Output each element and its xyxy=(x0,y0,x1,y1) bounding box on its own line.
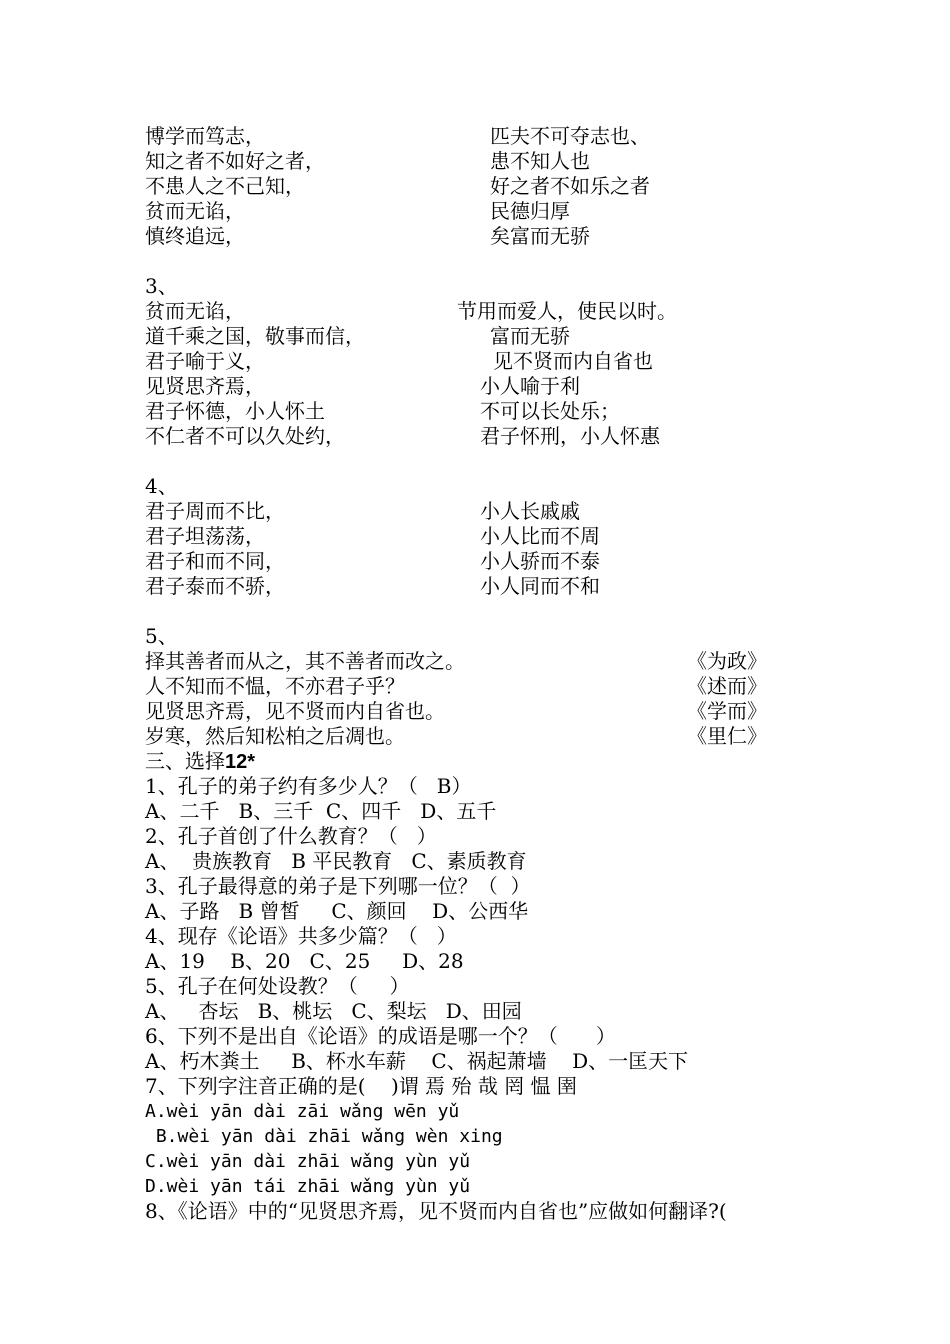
mc-question-8: 8、《论语》中的“见贤思齐焉，见不贤而内自省也”应做如何翻译?( xyxy=(145,1199,727,1223)
mc-question-5: 5、孔子在何处设教？（ ） xyxy=(145,974,410,998)
pinyin-option-b: B.wèi yān dài zhāi wǎng wèn xing xyxy=(145,1126,503,1147)
pinyin-option-c: C.wèi yān dài zhāi wǎng yùn yǔ xyxy=(145,1151,471,1172)
q5-quote-2: 人不知而不愠，不亦君子乎？ xyxy=(145,674,405,698)
q3-right-2: 富而无骄 xyxy=(490,324,570,348)
match-left-4: 贫而无谄， xyxy=(145,199,245,223)
mc-options-6: A、朽木粪土 B、杯水车薪 C、祸起萧墙 D、一匡天下 xyxy=(145,1049,689,1073)
q4-left-3: 君子和而不同， xyxy=(145,549,285,573)
q3-right-1: 节用而爱人，使民以时。 xyxy=(457,299,677,323)
match-left-3: 不患人之不己知， xyxy=(145,174,305,198)
q5-quote-4: 岁寒，然后知松柏之后凋也。 xyxy=(145,724,405,748)
q3-left-6: 不仁者不可以久处约， xyxy=(145,424,345,448)
q4-right-3: 小人骄而不泰 xyxy=(480,549,600,573)
mc-options-5: A、 杏坛 B、桃坛 C、梨坛 D、田园 xyxy=(145,999,522,1023)
question-5-label: 5、 xyxy=(145,624,178,648)
match-right-4: 民德归厚 xyxy=(490,199,570,223)
match-right-1: 匹夫不可夺志也、 xyxy=(490,124,650,148)
q5-source-2: 《述而》 xyxy=(687,674,767,698)
q3-right-3: 见不贤而内自省也 xyxy=(493,349,653,373)
mc-question-4: 4、现存《论语》共多少篇？（ ） xyxy=(145,924,457,948)
q4-left-4: 君子泰而不骄， xyxy=(145,574,285,598)
match-right-5: 矣富而无骄 xyxy=(490,224,590,248)
q4-right-1: 小人长戚戚 xyxy=(480,499,580,523)
q3-left-4: 见贤思齐焉， xyxy=(145,374,265,398)
mc-options-1: A、二千 B、三千 C、四千 D、五千 xyxy=(145,799,497,823)
q5-quote-1: 择其善者而从之，其不善者而改之。 xyxy=(145,649,465,673)
q4-left-1: 君子周而不比， xyxy=(145,499,285,523)
mc-question-3: 3、孔子最得意的弟子是下列哪一位？（ ） xyxy=(145,874,531,898)
q3-left-1: 贫而无谄， xyxy=(145,299,245,323)
match-right-3: 好之者不如乐之者 xyxy=(490,174,650,198)
q3-left-5: 君子怀德，小人怀土 xyxy=(145,399,325,423)
match-left-2: 知之者不如好之者， xyxy=(145,149,325,173)
mc-options-4: A、19 B、20 C、25 D、28 xyxy=(145,949,464,973)
q5-source-1: 《为政》 xyxy=(687,649,767,673)
section-3-title: 三、选择 xyxy=(145,749,225,773)
question-3-label: 3、 xyxy=(145,274,178,298)
q3-right-5: 不可以长处乐； xyxy=(480,399,620,423)
mc-question-6: 6、下列不是出自《论语》的成语是哪一个？（ ） xyxy=(145,1024,616,1048)
q5-quote-3: 见贤思齐焉，见不贤而内自省也。 xyxy=(145,699,445,723)
q3-left-2: 道千乘之国，敬事而信， xyxy=(145,324,365,348)
match-left-1: 博学而笃志， xyxy=(145,124,265,148)
mc-question-7: 7、下列字注音正确的是( )谓 焉 殆 哉 罔 愠 圉 xyxy=(145,1074,577,1098)
mc-question-2: 2、孔子首创了什么教育？（ ） xyxy=(145,824,437,848)
q5-source-4: 《里仁》 xyxy=(687,724,767,748)
q3-right-4: 小人喻于利 xyxy=(480,374,580,398)
q4-left-2: 君子坦荡荡， xyxy=(145,524,265,548)
match-left-5: 慎终追远， xyxy=(145,224,245,248)
mc-question-1: 1、孔子的弟子约有多少人？（ B） xyxy=(145,774,472,798)
section-3-score: 12* xyxy=(225,751,256,773)
question-4-label: 4、 xyxy=(145,474,178,498)
mc-options-2: A、 贵族教育 B 平民教育 C、素质教育 xyxy=(145,849,527,873)
q3-right-6: 君子怀刑，小人怀惠 xyxy=(480,424,660,448)
section-3-heading xyxy=(145,749,255,775)
q4-right-4: 小人同而不和 xyxy=(480,574,600,598)
q5-source-3: 《学而》 xyxy=(687,699,767,723)
q3-left-3: 君子喻于义， xyxy=(145,349,265,373)
q4-right-2: 小人比而不周 xyxy=(480,524,600,548)
match-right-2: 患不知人也 xyxy=(490,149,590,173)
pinyin-option-a: A.wèi yān dài zāi wǎng wēn yǔ xyxy=(145,1101,460,1122)
pinyin-option-d: D.wèi yān tái zhāi wǎng yùn yǔ xyxy=(145,1176,471,1197)
mc-options-3: A、子路 B 曾皙 C、颜回 D、公西华 xyxy=(145,899,529,923)
